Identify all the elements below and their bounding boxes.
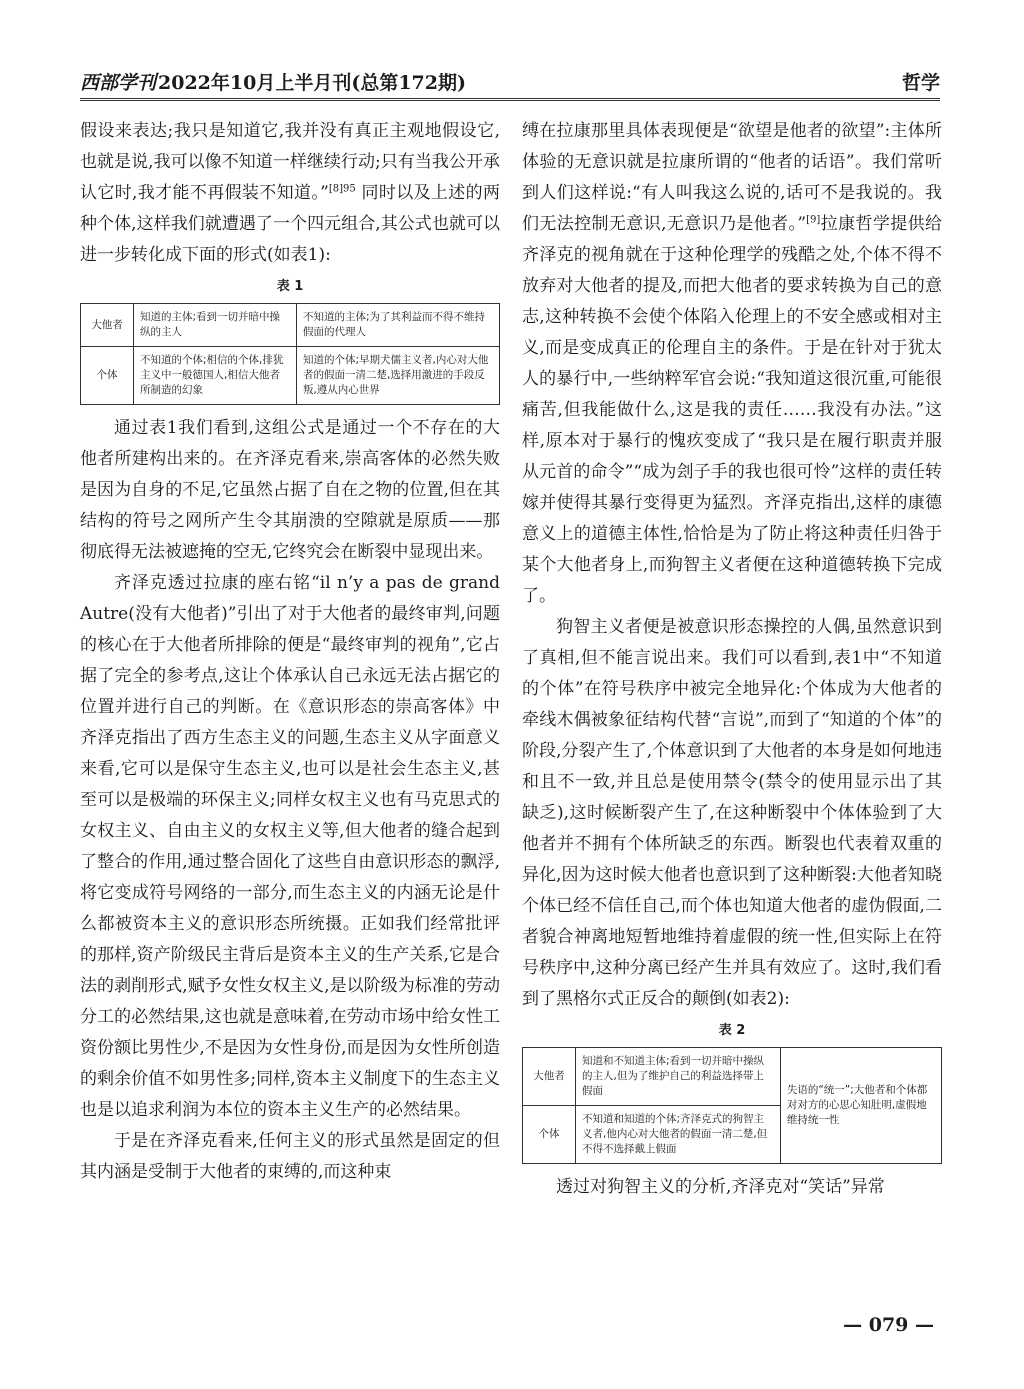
table-caption: 表 1 <box>276 279 304 294</box>
table-cell: 知道和不知道主体;看到一切并暗中操纵的主人,但为了维护自己的利益选择带上假面 <box>576 1048 781 1106</box>
table-1 <box>80 303 500 405</box>
right-column <box>522 116 942 1203</box>
merged-cell: 失语的“统一”;大他者和个体都对对方的心思心知肚明,虚假地维持统一性 <box>780 1048 941 1164</box>
paragraph: 缚在拉康那里具体表现便是“欲望是他者的欲望”:主体所体验的无意识就是拉康所谓的“他者的话语”。我们常听到人们这样说:“有人叫我这么说的,话可不是我说的。我们无法控制无意识,无意识乃是他者。”[9]拉康哲学提供给齐泽克的视角就在于这种伦理学的残酷之处,个体不得不放弃对大他者的提及,而把大他者的要求转换为自己的意志,这种转换不会使个体陷入伦理上的不安全感或相对主义,而是变成真正的伦理自主的条件。于是在针对于犹太人的暴行中,一些纳粹军官会说:“我知道这很沉重,可能很痛苦,但我能做什么,这是我的责任……我没有办法。”这样,原本对于暴行的愧疚变成了“我只是在履行职责并服从元首的命令”“成为刽子手的我也很可怜”这样的责任转嫁并使得其暴行变得更为猛烈。齐泽克指出,这样的康德意义上的道德主体性,恰恰是为了防止将这种责任归咎于某个大他者身上,而狗智主义者便在这种道德转换下完成了。 <box>522 121 942 606</box>
paragraph: 透过对狗智主义的分析,齐泽克对“笑话”异常 <box>556 1177 885 1197</box>
table-row <box>81 304 500 347</box>
paragraph: 于是在齐泽克看来,任何主义的形式虽然是固定的但其内涵是受制于大他者的束缚的,而这种束 <box>80 1131 500 1182</box>
row-header: 大他者 <box>523 1048 576 1106</box>
table-caption: 表 2 <box>718 1023 746 1038</box>
running-header <box>80 66 940 101</box>
citation: [9] <box>806 214 821 226</box>
left-column <box>80 116 500 1188</box>
row-header: 个体 <box>523 1106 576 1164</box>
table-cell: 不知道和知道的个体;齐泽克式的狗智主义者,他内心对大他者的假面一清二楚,但不得不选择戴上假面 <box>576 1106 781 1164</box>
table-cell: 不知道的个体;相信的个体,排犹主义中一般德国人,相信大他者所制造的幻象 <box>134 347 297 405</box>
paragraph: 齐泽克透过拉康的座右铭“il n’y a pas de grand Autre(没有大他者)”引出了对于大他者的最终审判,问题的核心在于大他者所排除的便是“最终审判的视角”,它占据了完全的参考点,这让个体承认自己永远无法占据它的位置并进行自己的判断。在《意识形态的崇高客体》中齐泽克指出了西方生态主义的问题,生态主义从字面意义来看,它可以是保守生态主义,也可以是社会生态主义,甚至可以是极端的环保主义;同样女权主义也有马克思式的女权主义、自由主义的女权主义等,但大他者的缝合起到了整合的作用,通过整合固化了这些自由意识形态的飘浮,将它变成符号网络的一部分,而生态主义的内涵无论是什么都被资本主义的意识形态所统摄。正如我们经常批评的那样,资产阶级民主背后是资本主义的生产关系,它是合法的剥削形式,赋予女性女权主义,是以阶级为标准的劳动分工的必然结果,这也就是意味着,在劳动市场中给女性工资份额比男性少,不是因为女性身份,而是因为女性所创造的剩余价值不如男性多;同样,资本主义制度下的生态主义也是以追求利润为本位的资本主义生产的必然结果。 <box>80 573 500 1120</box>
row-header: 大他者 <box>81 304 134 347</box>
journal-logo: 西部学刊 <box>80 72 157 94</box>
table-cell: 知道的主体;看到一切并暗中操纵的主人 <box>134 304 297 347</box>
section-name: 哲学 <box>901 72 940 94</box>
table-2 <box>522 1047 942 1164</box>
row-header: 个体 <box>81 347 134 405</box>
table-row <box>81 347 500 405</box>
paragraph: 通过表1我们看到,这组公式是通过一个不存在的大他者所建构出来的。在齐泽克看来,崇高客体的必然失败是因为自身的不足,它虽然占据了自在之物的位置,但在其结构的符号之网所产生令其崩溃的空隙就是原质——那彻底得无法被遮掩的空无,它终究会在断裂中显现出来。 <box>80 418 500 562</box>
citation: [8]95 <box>328 183 356 195</box>
table-cell: 不知道的主体;为了其利益而不得不维持假面的代理人 <box>296 304 499 347</box>
journal-issue: 西部学刊 2022年10月上半月刊(总第172期) <box>80 72 466 94</box>
paragraph: 狗智主义者便是被意识形态操控的人偶,虽然意识到了真相,但不能言说出来。我们可以看到,表1中“不知道的个体”在符号秩序中被完全地异化:个体成为大他者的牵线木偶被象征结构代替“言说”,而到了“知道的个体”的阶段,分裂产生了,个体意识到了大他者的本身是如何地违和且不一致,并且总是使用禁令(禁令的使用显示出了其缺乏),这时候断裂产生了,在这种断裂中个体体验到了大他者并不拥有个体所缺乏的东西。断裂也代表着双重的异化,因为这时候大他者也意识到了这种断裂:大他者知晓个体已经不信任自己,而个体也知道大他者的虚伪假面,二者貌合神离地短暂地维持着虚假的统一性,但实际上在符号秩序中,这种分离已经产生并具有效应了。这时,我们看到了黑格尔式正反合的颠倒(如表2): <box>522 617 942 1009</box>
table-row <box>523 1048 942 1106</box>
table-cell: 知道的个体;早期犬儒主义者,内心对大他者的假面一清二楚,选择用激进的手段反叛,遵从内心世界 <box>296 347 499 405</box>
paragraph: 假设来表达;我只是知道它,我并没有真正主观地假设它,也就是说,我可以像不知道一样继续行动;只有当我公开承认它时,我才能不再假装不知道。”$^{[8]95}$ 同时以及上述的两种个体,这样我们就遭遇了一个四元组合,其公式也就可以进一步转化成下面的形式(如表1): <box>80 121 500 265</box>
page-number: — 079 — <box>843 1314 934 1336</box>
